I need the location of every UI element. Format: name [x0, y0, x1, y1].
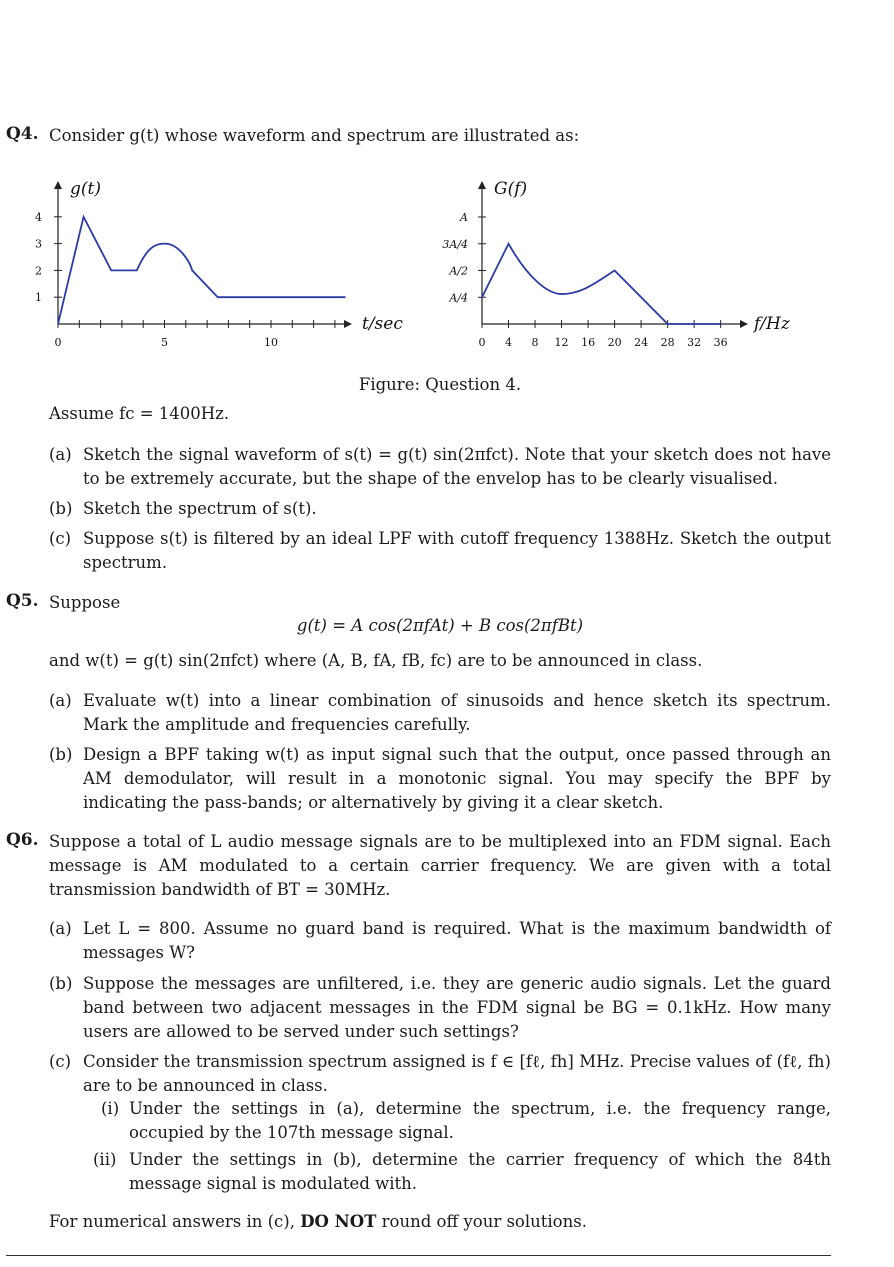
q6-subpart-ii — [95, 1148, 831, 1198]
gf-x-tick-label: 12 — [554, 336, 569, 349]
gf-x-tick-label: 4 — [505, 336, 513, 349]
gt-y-arrow — [54, 181, 62, 189]
q6-part-a — [49, 917, 831, 967]
q5-part-a — [49, 689, 831, 739]
gt-tick-labels — [35, 211, 278, 349]
gf-y-arrow — [478, 181, 486, 189]
gt-y-tick-label: 2 — [35, 264, 42, 278]
q4-part-a — [49, 443, 831, 493]
gf-x-tick-label: 0 — [478, 336, 486, 349]
gf-ticks — [478, 217, 721, 328]
footer-rule — [6, 1255, 831, 1256]
q4-intro: Consider g(t) whose waveform and spectrum are illustrated as: — [49, 126, 580, 145]
q6-part-b — [49, 972, 831, 1046]
q6-subpart-ii-text: Under the settings in (b), determine the carrier frequency of which the 84th message signal is modulated with. — [129, 1150, 831, 1193]
gf-y-tick-label: A/4 — [449, 291, 468, 305]
q4-assume: Assume fc = 1400Hz. — [49, 404, 230, 423]
q4-number: Q4. — [6, 124, 39, 144]
gf-y-tick-label: A — [460, 211, 468, 224]
gf-y-tick-label: A/2 — [449, 264, 468, 278]
gt-curve — [58, 217, 346, 324]
q6-part-b-label: (b) — [49, 974, 73, 993]
gf-title: G(f) — [494, 179, 528, 199]
gf-x-arrow — [740, 320, 748, 328]
gf-x-tick-label: 16 — [581, 336, 596, 349]
q6-intro: Suppose a total of L audio message signals are to be multiplexed into an FDM signal. Each message is AM modulated to a certain carrier frequency. We are given with a total transmission bandwidth of BT = 30MHz. — [49, 832, 831, 899]
q4-part-b-label: (b) — [49, 499, 73, 518]
q6-subpart-i-text: Under the settings in (a), determine the spectrum, i.e. the frequency range, occupied by the 107th message signal. — [129, 1099, 831, 1142]
q5-part-b-text: Design a BPF taking w(t) as input signal such that the output, once passed through an AM demodulator, will result in a monotonic signal. You may specify the BPF by indicating the pass-bands; or alternatively by giving it a clear sketch. — [83, 745, 831, 812]
gt-y-tick-label: 4 — [35, 210, 42, 224]
gt-x-tick-label: 0 — [54, 336, 62, 349]
gt-x-tick-label: 5 — [161, 336, 168, 349]
q6-subpart-i-label: (i) — [101, 1099, 120, 1118]
gf-tick-labels — [442, 211, 727, 349]
gf-x-tick-label: 20 — [607, 336, 622, 349]
q4-part-c-text: Suppose s(t) is filtered by an ideal LPF with cutoff frequency 1388Hz. Sketch the output spectrum. — [83, 529, 831, 572]
q6-part-c-label: (c) — [49, 1052, 72, 1071]
q6-note — [49, 1210, 829, 1234]
gt-xlabel: t/sec — [362, 314, 403, 334]
gt-y-tick-label: 1 — [35, 291, 42, 305]
figure-caption: Figure: Question 4. — [358, 375, 522, 394]
gf-x-tick-label: 24 — [634, 336, 649, 349]
gf-x-tick-label: 28 — [660, 336, 675, 349]
gf-x-tick-label: 36 — [713, 336, 728, 349]
q4-part-c-label: (c) — [49, 529, 72, 548]
q4-part-b-text: Sketch the spectrum of s(t). — [83, 499, 317, 518]
q6-part-b-text: Suppose the messages are unfiltered, i.e. they are generic audio signals. Let the guard band between two adjacent messages in the FDM signal be BG = 0.1kHz. How many users are allowed to be served under such settings? — [83, 974, 831, 1041]
q6-number: Q6. — [6, 830, 39, 850]
q6-subpart-ii-label: (ii) — [93, 1150, 117, 1169]
q6-part-c-text: Consider the transmission spectrum assigned is f ∈ [fℓ, fh] MHz. Precise values of (fℓ, fh) are to be announced in class. — [83, 1052, 831, 1095]
q4-part-a-label: (a) — [49, 445, 72, 464]
q6-part-a-label: (a) — [49, 919, 72, 938]
q6-note-pre: For numerical answers in (c), — [49, 1212, 295, 1231]
q5-part-a-label: (a) — [49, 691, 72, 710]
q5-number: Q5. — [6, 591, 39, 611]
q6-note-post: round off your solutions. — [381, 1212, 587, 1231]
q5-part-b — [49, 743, 831, 817]
gt-y-tick-label: 3 — [35, 237, 42, 251]
gt-x-tick-label: 10 — [264, 336, 278, 349]
gt-x-arrow — [344, 320, 352, 328]
gf-x-tick-label: 8 — [531, 336, 539, 349]
q5-part-b-label: (b) — [49, 745, 73, 764]
q4-part-c — [49, 527, 831, 577]
q4-part-a-text: Sketch the signal waveform of s(t) = g(t) sin(2πfct). Note that your sketch does not have to be extremely accurate, but the shape of the envelop has to be clearly visualised. — [83, 445, 831, 488]
gf-plot — [430, 172, 830, 357]
q6-part-a-text: Let L = 800. Assume no guard band is required. What is the maximum bandwidth of messages W? — [83, 919, 831, 962]
gf-x-tick-label: 32 — [687, 336, 702, 349]
q5-part-a-text: Evaluate w(t) into a linear combination of sinusoids and hence sketch its spectrum. Mark the amplitude and frequencies carefully. — [83, 691, 831, 734]
gf-xlabel: f/Hz — [754, 314, 790, 334]
gf-y-tick-label: 3A/4 — [442, 237, 468, 251]
gt-title: g(t) — [70, 179, 101, 199]
q6-part-c — [49, 1050, 831, 1100]
q5-intro: Suppose — [49, 593, 121, 612]
gt-plot — [20, 172, 420, 357]
q6-subpart-i — [95, 1097, 831, 1147]
q5-equation: g(t) = A cos(2πfAt) + B cos(2πfBt) — [296, 616, 584, 635]
q5-after: and w(t) = g(t) sin(2πfct) where (A, B, fA, fB, fc) are to be announced in class. — [49, 651, 703, 670]
gf-curve — [482, 244, 721, 324]
q6-note-bold: DO NOT — [300, 1212, 377, 1231]
q4-part-b — [49, 497, 831, 523]
